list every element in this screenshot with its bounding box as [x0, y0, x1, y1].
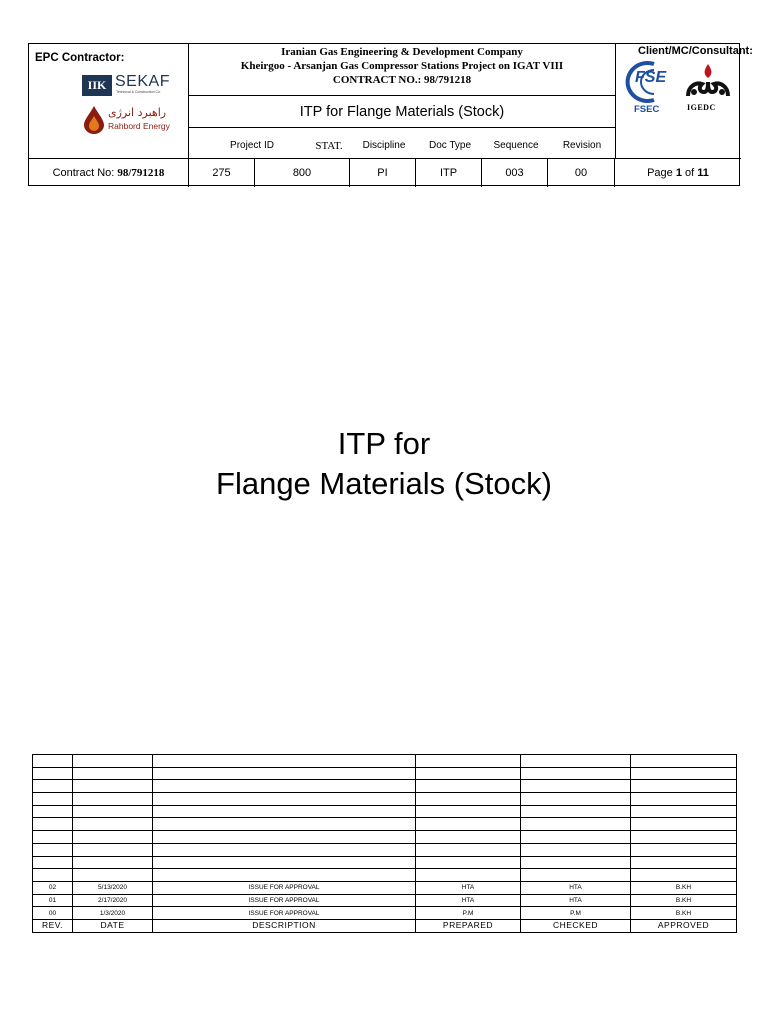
document-title: ITP for Flange Materials (Stock) [189, 96, 615, 128]
page-number-cell [615, 159, 741, 187]
page-label: Page [647, 167, 673, 179]
igedc-logo [682, 62, 736, 118]
code-label-doc-type: Doc Type [428, 140, 472, 151]
igedc-flame-icon [682, 62, 734, 100]
fsec-logo [624, 59, 678, 119]
rahbord-drop-icon [83, 105, 105, 135]
checked-cell: P.M [521, 907, 631, 920]
sekaf-logo [82, 74, 176, 96]
table-row-empty [33, 755, 737, 768]
rev-cell: 02 [33, 881, 73, 894]
table-row-empty [33, 793, 737, 806]
column-header-description: DESCRIPTION [153, 919, 416, 932]
sequence-value: 003 [482, 159, 548, 187]
epc-contractor-label: EPC Contractor: [35, 52, 125, 64]
igedc-logo-text: IGEDC [687, 103, 716, 112]
stat-value: 800 [255, 159, 350, 187]
document-code-labels [189, 128, 615, 158]
contract-number-label: Contract No: [52, 167, 115, 179]
main-title-line-2: Flange Materials (Stock) [216, 466, 552, 501]
main-title [0, 424, 768, 504]
approved-cell: B.KH [631, 894, 737, 907]
sekaf-logo-subtext: Technical & Construction Co. [116, 90, 161, 94]
page-of: of [685, 167, 695, 179]
table-row-empty [33, 767, 737, 780]
contract-number-cell [29, 159, 189, 187]
document-header [28, 43, 753, 186]
client-cell [615, 44, 753, 158]
discipline-value: PI [350, 159, 416, 187]
company-info [189, 44, 615, 96]
code-label-stat: STAT. [315, 140, 343, 152]
client-label: Client/MC/Consultant: [638, 45, 753, 57]
table-row-empty [33, 818, 737, 831]
date-cell: 5/13/2020 [73, 881, 153, 894]
rahbord-energy-logo [83, 105, 183, 137]
code-label-discipline: Discipline [362, 140, 406, 151]
table-row-empty [33, 780, 737, 793]
column-header-prepared: PREPARED [416, 919, 521, 932]
description-cell: ISSUE FOR APPROVAL [153, 881, 416, 894]
prepared-cell: P.M [416, 907, 521, 920]
revision-row-01 [33, 894, 737, 907]
document-code-values-row [29, 158, 741, 187]
rev-cell: 01 [33, 894, 73, 907]
table-row-empty [33, 869, 737, 882]
column-header-rev: REV. [33, 919, 73, 932]
column-header-checked: CHECKED [521, 919, 631, 932]
revision-table [32, 754, 737, 933]
prepared-cell: HTA [416, 894, 521, 907]
table-row-empty [33, 831, 737, 844]
code-label-project-id: Project ID [230, 140, 274, 151]
date-cell: 2/17/2020 [73, 894, 153, 907]
checked-cell: HTA [521, 894, 631, 907]
checked-cell: HTA [521, 881, 631, 894]
project-name: Kheirgoo - Arsanjan Gas Compressor Stations Project on IGAT VIII [240, 60, 564, 72]
contract-number-value: 98/791218 [117, 167, 165, 179]
revision-row-02 [33, 881, 737, 894]
page-total: 11 [697, 167, 709, 179]
column-header-approved: APPROVED [631, 919, 737, 932]
approved-cell: B.KH [631, 881, 737, 894]
code-label-sequence: Sequence [493, 140, 539, 151]
rahbord-logo-persian: راهبرد انرژی [108, 106, 167, 119]
description-cell: ISSUE FOR APPROVAL [153, 894, 416, 907]
description-cell: ISSUE FOR APPROVAL [153, 907, 416, 920]
revision-value: 00 [548, 159, 615, 187]
doc-type-value: ITP [416, 159, 482, 187]
main-title-line-1: ITP for [337, 426, 431, 461]
column-header-date: DATE [73, 919, 153, 932]
table-row-empty [33, 856, 737, 869]
rev-cell: 00 [33, 907, 73, 920]
table-row-empty [33, 805, 737, 818]
table-row-empty [33, 843, 737, 856]
fsec-logo-mark: FSE [635, 69, 667, 86]
prepared-cell: HTA [416, 881, 521, 894]
contract-number-heading: CONTRACT NO.: 98/791218 [332, 74, 472, 86]
sekaf-logo-text: SEKAF [115, 73, 170, 90]
fsec-logo-text: FSEC [634, 104, 660, 115]
code-label-revision: Revision [562, 140, 602, 151]
epc-contractor-cell [29, 44, 189, 158]
project-id-value: 275 [189, 159, 255, 187]
approved-cell: B.KH [631, 907, 737, 920]
page-current: 1 [675, 167, 682, 179]
revision-row-00 [33, 907, 737, 920]
company-name: Iranian Gas Engineering & Development Company [281, 46, 523, 58]
revision-table-header [33, 919, 737, 932]
iik-logo-mark: IIK [82, 75, 112, 96]
date-cell: 1/3/2020 [73, 907, 153, 920]
rahbord-logo-english: Rahbord Energy [108, 121, 170, 131]
